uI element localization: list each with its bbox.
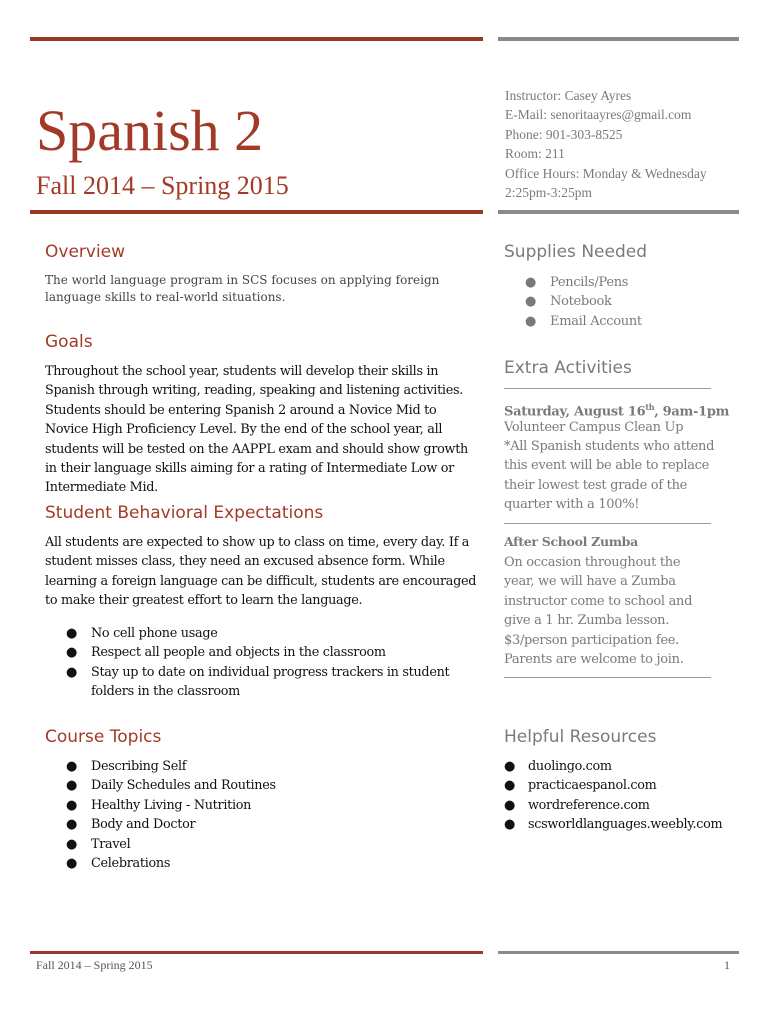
bullet-icon: ●: [66, 645, 78, 661]
bullet-icon: ●: [504, 759, 516, 774]
bullet-icon: ●: [66, 626, 78, 641]
instructor-email: E-Mail: senoritaayres@gmail.com: [505, 107, 692, 123]
bullet-icon: ●: [66, 856, 78, 872]
list-item: ● Body and Doctor: [45, 815, 475, 834]
list-item: ● Stay up to date on individual progress trackers in student folders in the classroom: [66, 664, 450, 700]
bullet-icon: ●: [66, 664, 78, 680]
bullet-icon: ●: [525, 313, 537, 329]
bullet-icon: ●: [66, 759, 78, 774]
resources-list: [504, 757, 744, 835]
list-item: ● Notebook: [504, 292, 734, 311]
bullet-icon: ●: [504, 817, 516, 833]
resources-heading: Helpful Resources: [504, 727, 657, 747]
topics-heading: Course Topics: [45, 727, 162, 747]
goals-text: Throughout the school year, students will develop their skills in Spanish through writing, reading, speaking and listening activities. Students should be entering Spanish 2 around a Novice Mid to Novice High Proficiency Level. By the end of the school year, all students will be tested on the AAPPL exam and should show growth in their language skills aiming for a rating of Intermediate Low or Intermediate Mid.: [45, 364, 468, 496]
footer-text: Fall 2014 – Spring 2015: [36, 958, 153, 972]
bullet-icon: ●: [66, 817, 78, 833]
footer-rule-red: [30, 951, 483, 954]
list-item: ● Daily Schedules and Routines: [45, 776, 475, 795]
topics-list: [45, 757, 475, 873]
instructor-name: Instructor: Casey Ayres: [505, 88, 632, 103]
event2-name: After School Zumba: [504, 534, 638, 549]
bullet-icon: ●: [504, 778, 516, 794]
header-rule-gray: [498, 210, 739, 214]
footer-rule-gray: [498, 951, 739, 954]
event2-text: On occasion throughout the year, we will have a Zumba instructor come to school and give a 1 hr. Zumba lesson. $3/person participation fee. Parents are welcome to join.: [504, 555, 693, 668]
behavior-text: All students are expected to show up to class on time, every day. If a student misses class, they need an excused absence form. While learning a foreign language can be difficult, students are encouraged to make their greatest effort to learn the language.: [45, 535, 477, 609]
event1-time: , 9am-1pm: [654, 404, 730, 420]
overview-text: The world language program in SCS focuses on applying foreign language skills to real-world situations.: [45, 273, 440, 304]
list-item: ● duolingo.com: [504, 757, 744, 776]
bullet-icon: ●: [66, 778, 78, 794]
event1-date-suffix: th: [645, 402, 655, 412]
event1-date: Saturday, August 16: [504, 404, 646, 420]
list-item: ● Respect all people and objects in the classroom: [45, 643, 475, 662]
extra-rule: [504, 388, 711, 389]
office-hours-time: 2:25pm-3:25pm: [505, 185, 592, 201]
list-item: ● Celebrations: [45, 854, 475, 873]
instructor-room: Room: 211: [505, 146, 565, 162]
behavior-list: [45, 624, 475, 702]
page-title: Spanish 2: [36, 98, 264, 163]
instructor-info: [505, 86, 745, 202]
list-item: ● Healthy Living - Nutrition: [45, 796, 475, 815]
event1-name: Volunteer Campus Clean Up: [504, 420, 684, 435]
top-rule-red: [30, 37, 483, 41]
list-item: ● Email Account: [504, 312, 734, 331]
event-divider: [504, 523, 711, 524]
overview-heading: Overview: [45, 242, 126, 262]
list-item: ● Describing Self: [45, 757, 475, 776]
extra-bottom-rule: [504, 677, 711, 678]
page-number: 1: [724, 958, 730, 972]
list-item: ● Travel: [45, 835, 475, 854]
page-subtitle: Fall 2014 – Spring 2015: [36, 171, 289, 200]
supplies-list: [504, 273, 734, 331]
supplies-heading: Supplies Needed: [504, 242, 647, 262]
event1-text: *All Spanish students who attend this event will be able to replace their lowest test grade of the quarter with a 100%!: [504, 439, 715, 513]
goals-heading: Goals: [45, 332, 93, 352]
list-item: ● wordreference.com: [504, 796, 744, 815]
list-item: ● No cell phone usage: [45, 624, 475, 643]
bullet-icon: ●: [66, 797, 78, 813]
list-item: ● Pencils/Pens: [504, 273, 734, 292]
behavior-heading: Student Behavioral Expectations: [45, 503, 324, 523]
bullet-icon: ●: [504, 797, 516, 813]
bullet-icon: ●: [525, 294, 537, 310]
top-rule-gray: [498, 37, 739, 41]
instructor-phone: Phone: 901-303-8525: [505, 126, 623, 142]
list-item: ● scsworldlanguages.weebly.com: [504, 815, 744, 834]
bullet-icon: ●: [66, 836, 78, 852]
list-item: ● practicaespanol.com: [504, 776, 744, 795]
extra-heading: Extra Activities: [504, 358, 632, 378]
header-rule-red: [30, 210, 483, 214]
bullet-icon: ●: [525, 275, 537, 290]
office-hours: Office Hours: Monday & Wednesday: [505, 165, 707, 181]
